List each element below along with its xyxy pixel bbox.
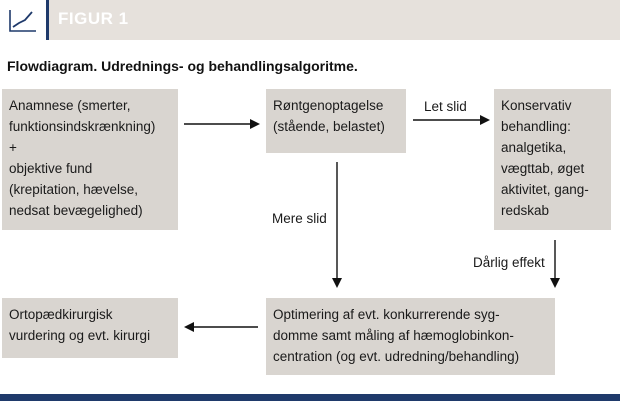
arrow-xray-to-optimization [332, 162, 342, 288]
box-line: + [9, 140, 17, 155]
figure-title: FIGUR 1 [58, 9, 129, 28]
box-line: Røntgenoptagelse [273, 98, 384, 113]
box-line: objektive fund [9, 161, 93, 176]
box-line: Optimering af evt. konkurrerende syg- [273, 307, 500, 322]
box-line: funktionsindskrænkning) [9, 119, 156, 134]
box-line: domme samt måling af hæmoglobinkon- [273, 328, 514, 343]
box-line: (krepitation, hævelse, [9, 182, 139, 197]
more-wear-label: Mere slid [272, 211, 327, 226]
box-line: vægttab, øget [501, 161, 585, 176]
box-line: analgetika, [501, 140, 567, 155]
arrow-anamnesis-to-xray [184, 119, 260, 129]
box-line: redskab [501, 203, 550, 218]
box-line: behandling: [501, 119, 571, 134]
diagram-caption: Flowdiagram. Udrednings- og behandlingsalgoritme. [7, 58, 358, 74]
poor-effect-label: Dårlig effekt [473, 255, 545, 270]
box-line: nedsat bevægelighed) [9, 203, 143, 218]
box-line: Anamnese (smerter, [9, 98, 131, 113]
box-line: (stående, belastet) [273, 119, 385, 134]
box-line: aktivitet, gang- [501, 182, 589, 197]
box-line: Ortopædkirurgisk [9, 307, 113, 322]
arrow-xray-to-conservative [413, 115, 490, 125]
box-line: centration (og evt. udredning/behandling) [273, 349, 520, 364]
box-line: Konservativ [501, 98, 572, 113]
box-line: vurdering og evt. kirurgi [9, 328, 151, 343]
arrow-conservative-to-optimization [550, 240, 560, 288]
arrow-optimization-to-surgery [184, 322, 258, 332]
light-wear-label: Let slid [424, 99, 467, 114]
footer-bar [0, 394, 620, 401]
